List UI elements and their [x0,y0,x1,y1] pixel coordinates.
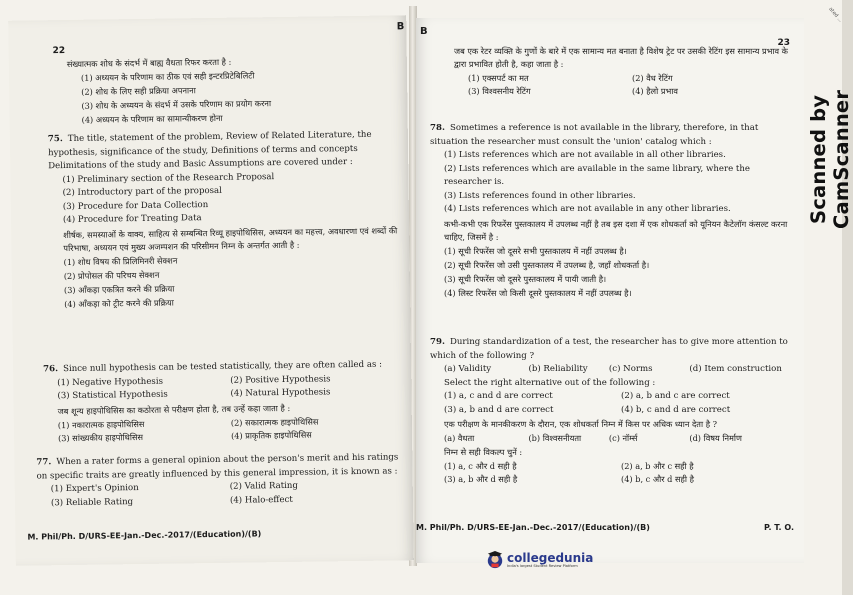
question-stem: 77. When a rater forms a general opinion about the person's merit and his ratings on specific traits are greatly influenced by this general impression, it is known as : [36,452,399,481]
option: (1) नकारात्मक हाइपोथिसिस [57,418,145,430]
page-footer: M. Phil/Ph. D/URS-EE-Jan.-Dec.-2017/(Education)/(B) [27,529,262,542]
item: (a) वैधता [444,433,475,443]
item: (a) Validity [444,364,492,374]
question-stem-hindi: शीर्षक, समस्याओं के वाक्य, साहित्य से सम्बन्धित रिव्यू हाइपोथिसिस, अध्ययन का महत्त्व, अवधारणा एवं शब्दों की परिभाषा, अध्ययन एवं मुख्य अजम्पशन की परिसीमन निम्न के अन्तर्गत आती है : [63,224,398,253]
option: (3) शोध के अध्ययन के संदर्भ में उसके परिणाम का प्रयोग करना [81,98,272,111]
question-stem-hindi: जब शून्य हाइपोथिसिस का कठोरता से परीक्षण होता है, तब उन्हें कहा जाता है : [57,402,291,416]
page-number: 23 [777,38,790,48]
option: (1) अध्ययन के परिणाम का ठीक एवं सही इन्टरप्रिटेबिलिटी [80,70,255,83]
select-instruction: Select the right alternative out of the following : [444,377,656,388]
question-77 [36,451,409,510]
page-footer: M. Phil/Ph. D/URS-EE-Jan.-Dec.-2017/(Education)/(B) [416,523,650,532]
option: (3) विश्वसनीय रेटिंग [468,86,531,96]
option: (3) सूची रिफरेंस जो दूसरे पुस्तकालय में पायी जाती है। [444,273,607,284]
folded-page-corner: ated ... [827,6,844,24]
option: (2) वैध रेटिंग [632,73,673,83]
question-number: 75. [47,134,63,145]
item: (c) Norms [608,364,653,374]
option: (1) शोध विषय की प्रिलिमिनरी सेक्शन [63,254,178,267]
option: (1) Negative Hypothesis [57,376,164,388]
question-75 [48,128,405,311]
item: (b) Reliability [528,364,588,374]
option: (4) Natural Hypothesis [230,387,331,399]
option: (3) आँकड़ा एकत्रित करने की प्रक्रिया [63,283,175,295]
question-stem-hindi: जब एक रेटर व्यक्ति के गुणों के बारे में एक सामान्य मत बनाता है विशेष ट्रेट पर उसकी रेटिंग इस सामान्य प्रभाव के द्वारा प्रभावित होती है, कहा जाता है : [454,46,788,69]
question-78 [430,122,796,301]
option: (4) हैलो प्रभाव [632,86,678,96]
option: (1) Preliminary section of the Research Proposal [62,171,275,185]
item: (b) विश्वसनीयता [528,433,582,443]
question-number: 77. [36,457,52,468]
option: (2) Valid Rating [229,480,299,492]
option: (3) a, b and d are correct [444,404,554,415]
options-grid-hindi [44,414,404,445]
question-stem-hindi: कभी-कभी एक रिफरेंस पुस्तकालय में उपलब्ध नहीं है तब इस दशा में एक शोधकर्ता को यूनियन कैटेलॉग कंसल्ट करना चाहिए, जिसमें है : [444,218,788,242]
option: (3) सांख्यकीय हाइपोथिसिस [57,431,144,443]
question-stem: 79. During standardization of a test, the researcher has to give more attention to which of the following ? [430,337,788,361]
option: (3) Procedure for Data Collection [62,199,209,212]
collegedunia-logo [486,551,593,569]
logo-wordmark: collegedunia [507,550,594,565]
please-turn-over: P. T. O. [764,523,794,532]
page-number: 22 [52,46,66,57]
select-instruction-hindi: निम्न से सही विकल्प चुनें : [444,447,523,457]
option: (4) अध्ययन के परिणाम का सामान्यीकरण होना [81,112,223,125]
option: (4) आँकड़ा को ट्रीट करने की प्रक्रिया [64,297,174,309]
item: (c) नॉर्म्स [608,433,638,443]
left-page [8,15,414,566]
student-mascot-icon [486,551,504,569]
option: (3) Lists references found in other libraries. [444,190,636,201]
question-79 [430,336,798,487]
options-grid [43,372,403,404]
option: (4) Halo-effect [229,494,293,506]
question-76 [43,358,404,446]
option: (4) Procedure for Treating Data [62,213,202,226]
option: (1) a, c और d सही है [444,461,517,471]
scanner-watermark: Scanned by CamScanner [807,89,853,229]
question-number: 76. [43,364,59,375]
items-row [430,363,798,377]
options-grid-hindi [454,72,796,98]
option: (4) b, c and d are correct [621,404,731,415]
question-74-continued [67,52,398,128]
option: (2) सकारात्मक हाइपोथिसिस [230,416,319,428]
items-row-hindi [430,432,798,445]
option: (2) Lists references which are available in the same library, where the researcher is. [444,163,750,187]
question-stem: 78. Sometimes a reference is not available in the library, therefore, in that situation the researcher must consult the 'union' catalog which : [430,123,759,147]
booklet-series-mark: B [396,21,405,33]
question-stem: 76. Since null hypothesis can be tested statistically, they are often called as : [43,359,383,375]
option: (4) लिस्ट रिफरेंस जो किसी दूसरे पुस्तकालय में नहीं उपलब्ध है। [444,287,632,298]
option: (2) शोध के लिए सही प्रक्रिया अपनाना [81,85,196,97]
option: (2) Positive Hypothesis [230,373,331,386]
option: (2) सूची रिफरेंस जो उसी पुस्तकालय में उपलब्ध है, जहाँ शोधकर्ता है। [444,259,650,270]
option: (2) प्रोपोसल की परिचय सेक्शन [63,269,160,281]
option: (3) Reliable Rating [50,496,134,508]
option: (4) प्राकृतिक हाइपोथिसिस [230,429,312,441]
option: (1) एक्सपर्ट का मत [468,73,529,83]
option: (4) Lists references which are not available in any other libraries. [444,204,731,214]
option: (1) Expert's Opinion [50,483,139,495]
option: (3) a, b और d सही है [444,474,518,484]
logo-tagline: India's largest Student Review Platform [507,563,578,568]
option: (1) a, c and d are correct [444,391,553,401]
option: (2) Introductory part of the proposal [62,185,222,199]
option: (1) सूची रिफरेंस जो दूसरे सभी पुस्तकालय में नहीं उपलब्ध है। [444,245,627,256]
question-number: 79. [430,337,445,347]
item: (d) Item construction [689,364,782,374]
option: (1) Lists references which are not available in all other libraries. [444,150,726,160]
options-grid [37,478,409,510]
options-grid [430,390,798,417]
option: (4) b, c और d सही है [621,474,694,484]
question-number: 78. [430,123,445,133]
question-stem: 75. The title, statement of the problem, Review of Related Literature, the hypothesis, significance of the study, Definitions of terms and concepts Delimitations of the study and Basic Assumptions are covered under : [47,129,372,172]
right-page [416,18,804,563]
item: (d) विषय निर्माण [689,433,742,443]
option: (2) a, b और c सही है [621,461,694,471]
question-stem-hindi: संख्यात्मक शोध के संदर्भ में बाह्य वैधता रिफर करता है : [66,56,232,69]
options-grid-hindi [430,460,798,486]
option: (2) a, b and c are correct [621,391,730,401]
question-stem-hindi: एक परीक्षण के मानकीकरण के दौरान, एक शोधकर्ता निम्न में किस पर अधिक ध्यान देता है ? [444,419,718,429]
booklet-series-mark: B [420,26,428,37]
question-77-continued [454,44,796,99]
option: (3) Statistical Hypothesis [57,389,168,402]
